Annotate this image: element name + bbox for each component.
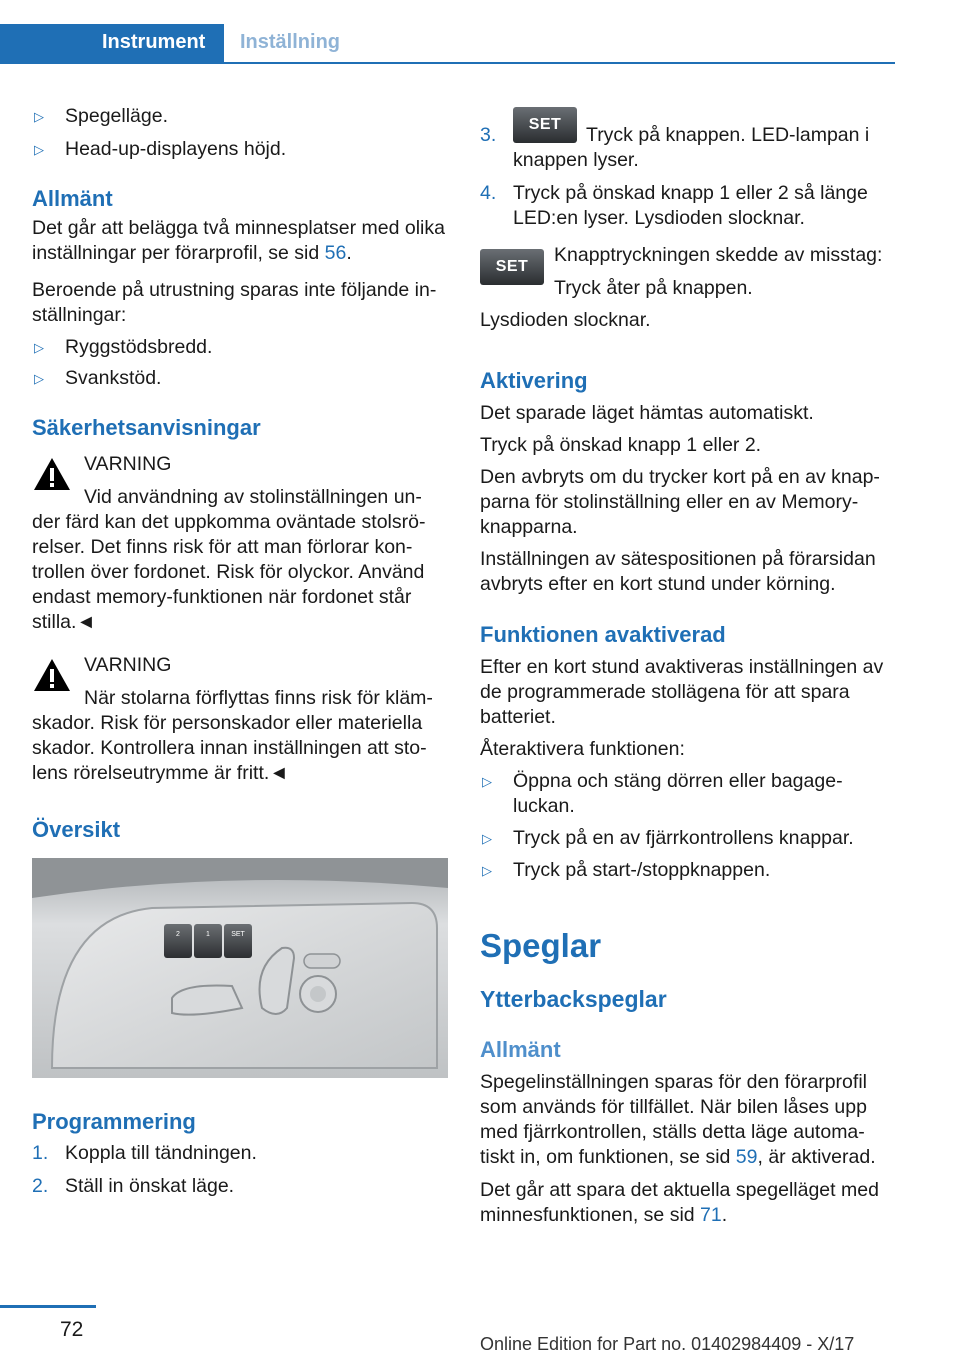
section-heading-ytterbackspeglar: Ytterbackspeglar	[480, 986, 667, 1012]
paragraph: Det går att belägga två minnesplatser med olika inställningar per förarprofil, se sid 56.	[32, 217, 445, 264]
paragraph: Tryck på önskad knapp 1 eller 2.	[480, 434, 762, 456]
section-heading-oversikt: Översikt	[32, 817, 121, 842]
tab-installning[interactable]: Inställning	[240, 31, 340, 53]
memory-button-1: 1	[206, 931, 210, 938]
list-item: 1. Koppla till tändningen.	[32, 1142, 257, 1164]
tab-instrument[interactable]: Instrument	[0, 24, 224, 62]
paragraph: Återaktivera funktionen:	[480, 738, 685, 760]
warning-text: der färd kan det uppkomma oväntade stolsrö-relser. Det finns risk för att man förlorar kon-trollen över fordonet. Risk för olyckor. Använd endast memory-funktionen när fordonet står stilla.◄	[32, 511, 426, 633]
paragraph: Efter en kort stund avaktiveras inställningen av de programmerade stollägena för att spara batteriet.	[480, 656, 884, 728]
section-heading-funktionen: Funktionen avaktiverad	[480, 622, 726, 647]
paragraph: Beroende på utrustning sparas inte följande in-ställningar:	[32, 279, 437, 326]
triangle-bullet-icon: ▷	[34, 340, 44, 355]
note-text: Knapptryckningen skedde av misstag:	[554, 244, 883, 266]
memory-button-set: SET	[231, 931, 245, 938]
list-item: ▷ Tryck på en av fjärrkontrollens knappar.	[482, 827, 854, 849]
warning-triangle-icon	[32, 657, 72, 693]
section-heading-allmant: Allmänt	[32, 186, 113, 211]
section-heading-safety: Säkerhetsanvisningar	[32, 415, 261, 440]
triangle-bullet-icon: ▷	[482, 774, 492, 789]
seat-controls-image	[32, 858, 448, 1078]
step-text: Tryck på önskad knapp 1 eller 2 så länge LED:en lyser. Lysdioden slocknar.	[513, 182, 868, 229]
triangle-bullet-icon: ▷	[34, 142, 44, 157]
note-text: Tryck åter på knappen.	[554, 277, 753, 299]
edition-note: Online Edition for Part no. 01402984409 - X/17	[480, 1334, 855, 1354]
step-text: Tryck på knappen. LED-lampan i	[586, 124, 870, 146]
footer-rule	[0, 1305, 96, 1308]
memory-button-2: 2	[176, 931, 180, 938]
page-link[interactable]: 59	[735, 1146, 758, 1168]
section-heading-programmering: Programmering	[32, 1109, 196, 1134]
triangle-bullet-icon: ▷	[34, 371, 44, 386]
header-tabs	[0, 24, 895, 64]
paragraph: Den avbryts om du trycker kort på en av knap-parna för stolinställning eller en av Memory-knapparna.	[480, 466, 880, 538]
chapter-heading-speglar: Speglar	[480, 927, 602, 964]
page-link[interactable]: 56	[324, 242, 347, 264]
paragraph: Det sparade läget hämtas automatiskt.	[480, 402, 814, 424]
warning-title: VARNING	[84, 453, 172, 475]
list-item: ▷ Head-up-displayens höjd.	[34, 138, 287, 160]
paragraph: Inställningen av sätespositionen på förarsidan avbryts efter en kort stund under körning.	[480, 548, 876, 595]
list-item: ▷ Spegelläge.	[34, 105, 169, 127]
step-text: knappen lyser.	[513, 149, 639, 171]
triangle-bullet-icon: ▷	[482, 863, 492, 878]
set-button-icon: SET	[513, 107, 577, 143]
warning-text: När stolarna förflyttas finns risk för kläm-	[84, 687, 433, 709]
subsection-heading-allmant: Allmänt	[480, 1037, 561, 1062]
set-button-icon: SET	[480, 249, 544, 285]
list-item: ▷ Ryggstödsbredd.	[34, 336, 213, 358]
list-item: ▷ Öppna och stäng dörren eller bagage-luckan.	[482, 770, 843, 817]
paragraph: Det går att spara det aktuella spegelläget med minnesfunktionen, se sid 71.	[480, 1179, 879, 1226]
list-item: ▷ Svankstöd.	[34, 367, 162, 389]
list-item: ▷ Tryck på start-/stoppknappen.	[482, 859, 771, 881]
list-item: 2. Ställ in önskat läge.	[32, 1175, 235, 1197]
warning-triangle-icon	[32, 456, 72, 492]
page-link[interactable]: 71	[700, 1204, 722, 1226]
warning-title: VARNING	[84, 654, 172, 676]
triangle-bullet-icon: ▷	[34, 109, 44, 124]
section-heading-aktivering: Aktivering	[480, 368, 588, 393]
triangle-bullet-icon: ▷	[482, 831, 492, 846]
seat-controls-illustration	[32, 858, 448, 1078]
warning-text: Vid användning av stolinställningen un-	[84, 486, 422, 508]
paragraph: Spegelinställningen sparas för den förarprofil som används för tillfället. När bilen låses upp med fjärrkontrollen, ställs detta läge automa-tiskt in, om funktionen, se sid 59, är aktiverad.	[480, 1071, 876, 1168]
warning-text: skador. Risk för personskador eller materiella skador. Kontrollera innan inställningen att sto-lens rörelseutrymme är fritt.◄	[32, 712, 427, 784]
page-number: 72	[60, 1318, 84, 1341]
paragraph: Lysdioden slocknar.	[480, 309, 651, 331]
step-number: 3.	[480, 124, 497, 146]
step-number: 4.	[480, 182, 497, 204]
